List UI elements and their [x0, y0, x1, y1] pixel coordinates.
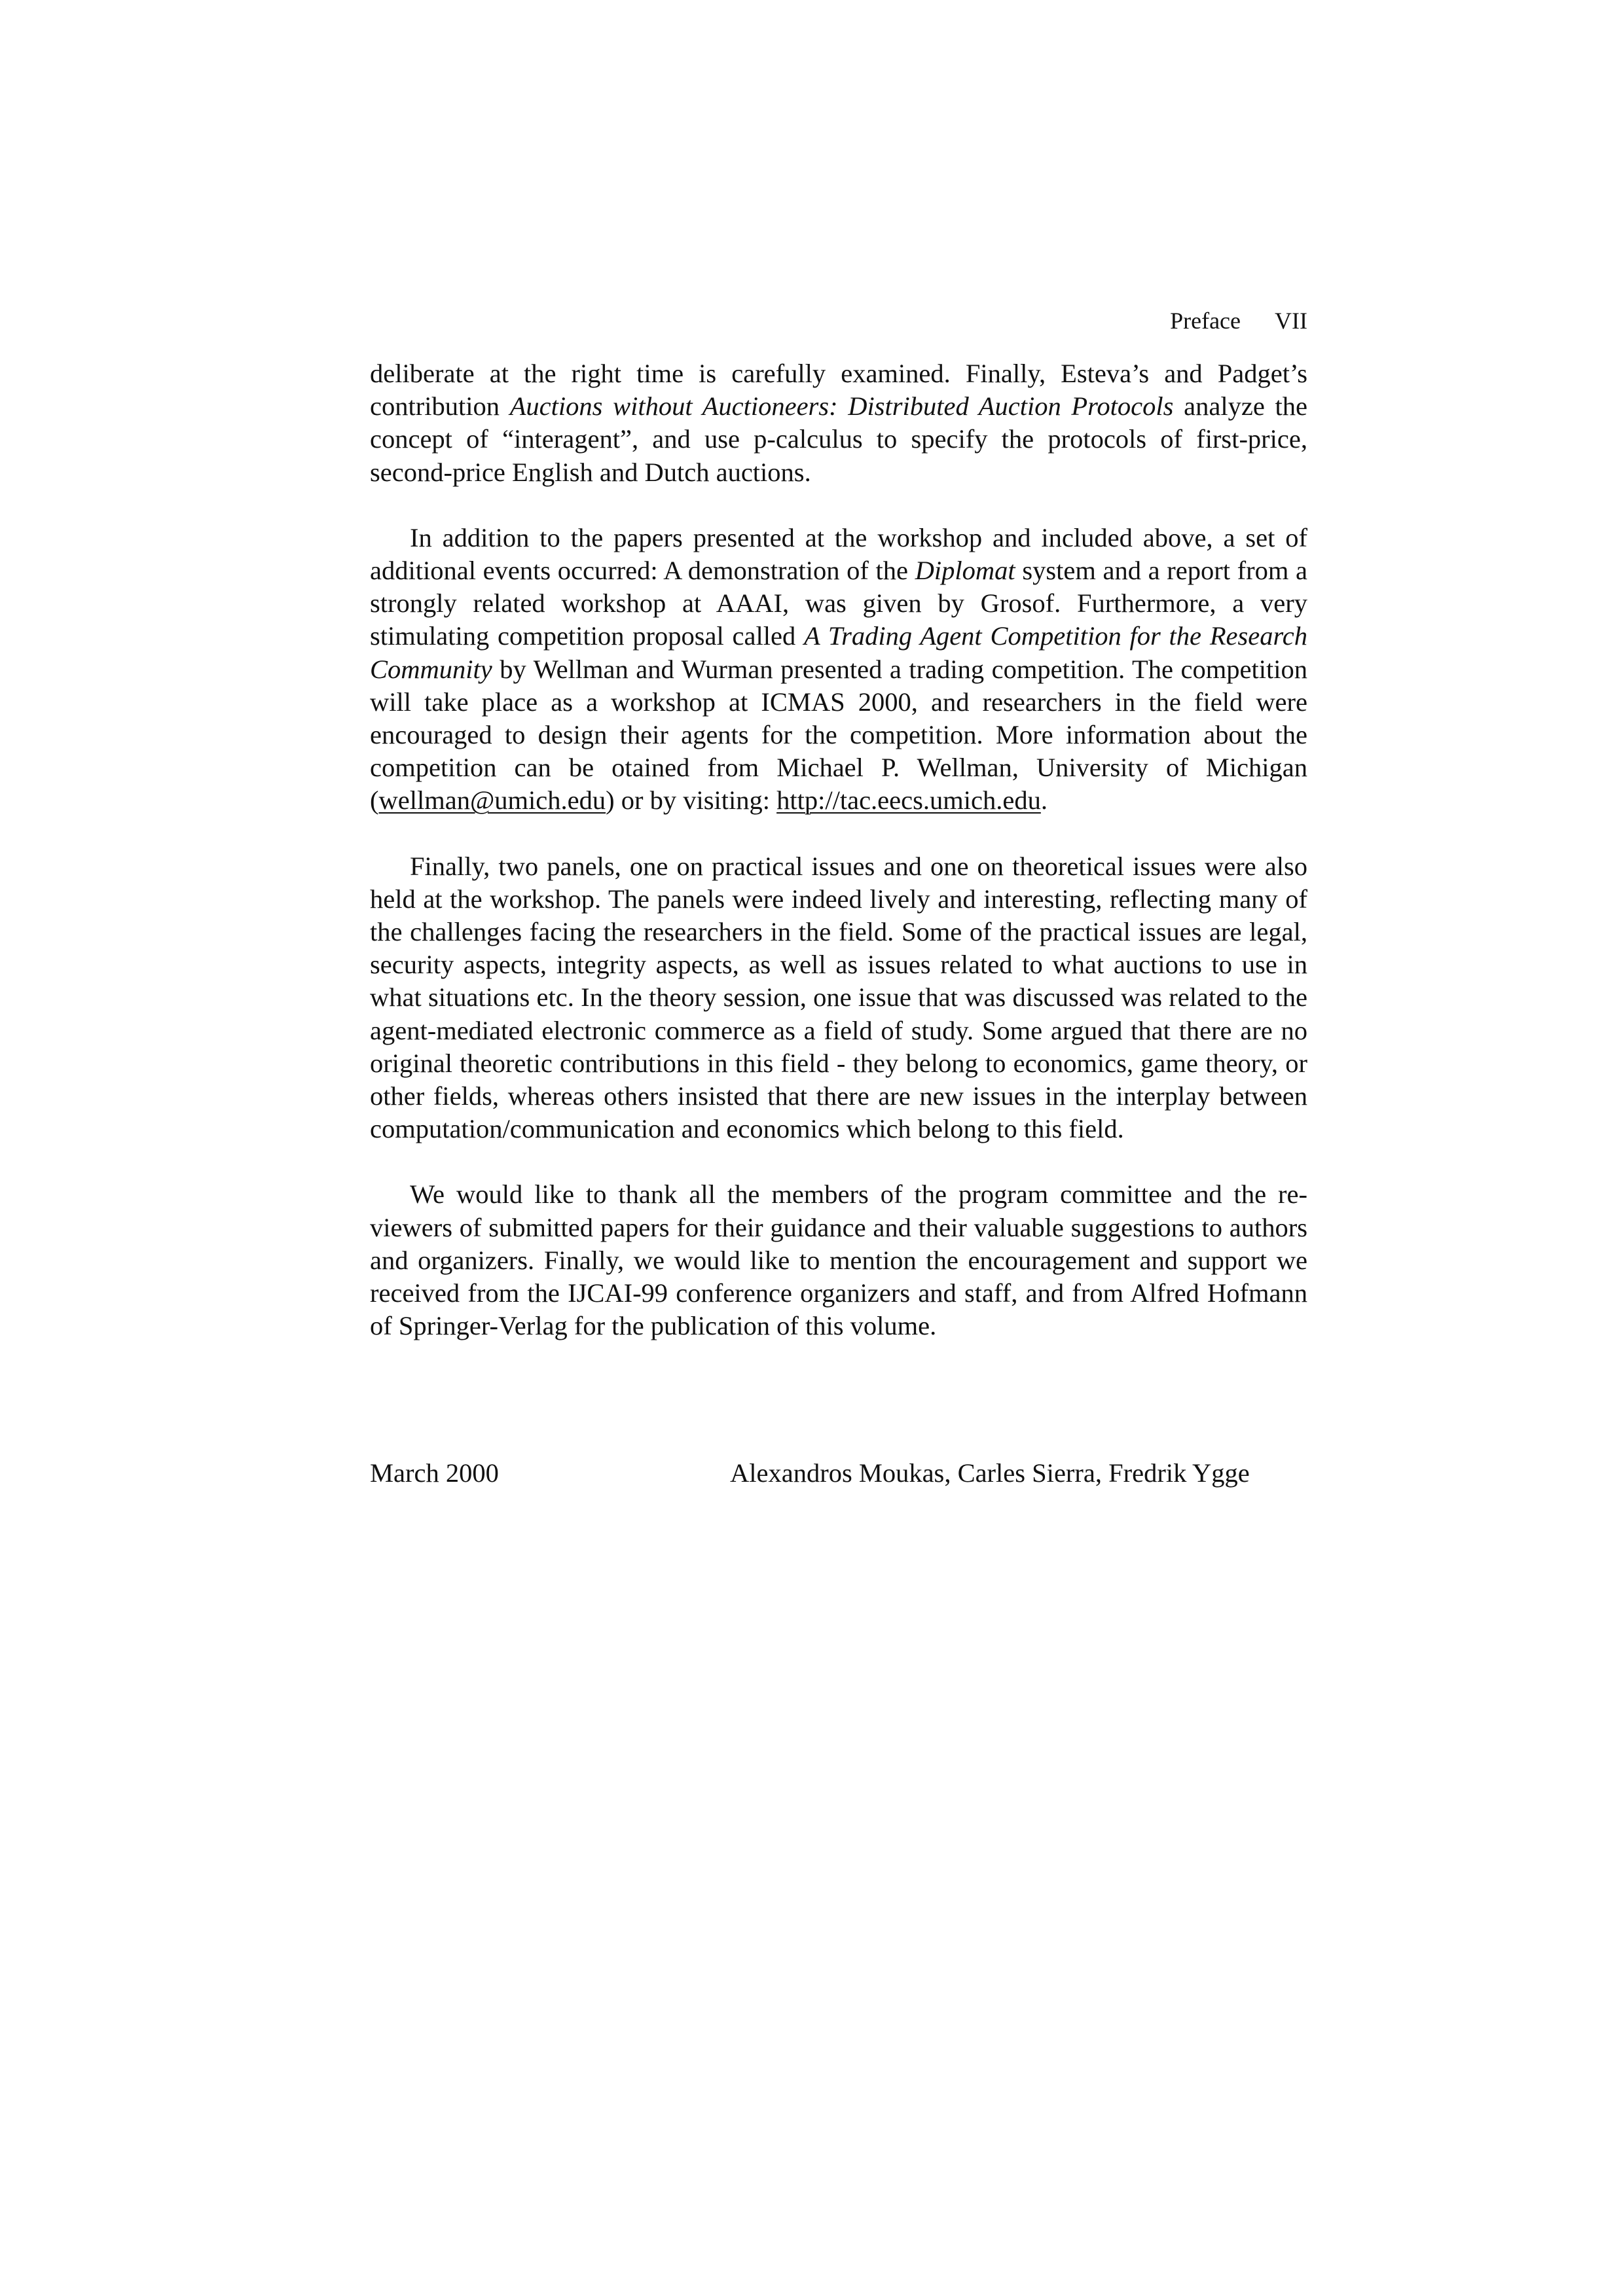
text-run: deliberate at the right time is carefully examined. Finally, Esteva’s and Padget’s contribution	[370, 359, 1307, 422]
italic-title: Auctions without Auctioneers: Distributed Auction Protocols	[509, 391, 1174, 422]
text-run: Finally, two panels, one on practical issues and one on theoretical issues were also held at the workshop. The panels were indeed lively and interesting, reflecting many of the challenges facing the researchers in the field. Some of the practical issues are legal, security aspects, integrity aspects, as well as issues related to what auctions to use in what situations etc. In the theory session, one issue that was discussed was related to the agent-mediated electronic commerce as a field of study. Some argued that there are no original theoretic contributions in this field - they belong to economics, game theory, or other fields, whereas others insisted that there are new issues in the interplay between computation/communication and economics which belong to this field.	[370, 851, 1307, 1144]
text-run: by Wellman and Wurman presented a trading competition. The competition will take place as a workshop at ICMAS 2000, and researchers in the field were encouraged to design their agents for the competition. More information about the competition can be otained from Michael P. Wellman, University of Michigan (	[370, 654, 1307, 816]
text-run: .	[1040, 785, 1048, 816]
paragraph	[370, 850, 1307, 1146]
text-run: In addition to the papers presented at the workshop and included above, a set of additional events occurred: A demonstration of the	[370, 522, 1307, 586]
section-title: Preface	[1170, 308, 1241, 334]
signature-authors: Alexandros Moukas, Carles Sierra, Fredrik Ygge	[730, 1458, 1250, 1488]
text-run: We would like to thank all the members of the program committee and the reviewers of submitted papers for their guidance and their valuable suggestions to authors and organizers. Finally, we would like to mention the encouragement and support we received from the IJCAI-99 conference organizers and staff, and from Alfred Hofmann of Springer-Verlag for the publication of this volume.	[370, 1179, 1307, 1341]
text-run: analyze the concept of “interagent”, and use p-calculus to specify the protocols of first-price, second-price English and Dutch auctions.	[370, 391, 1307, 487]
page-number: VII	[1275, 308, 1307, 334]
inline-link[interactable]: wellman@umich.edu	[378, 785, 606, 816]
inline-link[interactable]: http://tac.eecs.umich.edu	[776, 785, 1041, 816]
running-head	[1170, 305, 1307, 336]
paragraph	[370, 1178, 1307, 1342]
text-run: ) or by visiting:	[606, 785, 777, 816]
paragraph	[370, 357, 1307, 489]
preface-body	[370, 357, 1307, 1342]
signature-date: March 2000	[370, 1458, 499, 1488]
paragraph	[370, 522, 1307, 817]
text-run: system and a report from a strongly related workshop at AAAI, was given by Grosof. Furthermore, a very stimulating competition proposal called	[370, 556, 1308, 651]
italic-title: Diplomat	[915, 556, 1015, 586]
italic-title: A Trading Agent Competition for the Research Community	[370, 621, 1308, 684]
